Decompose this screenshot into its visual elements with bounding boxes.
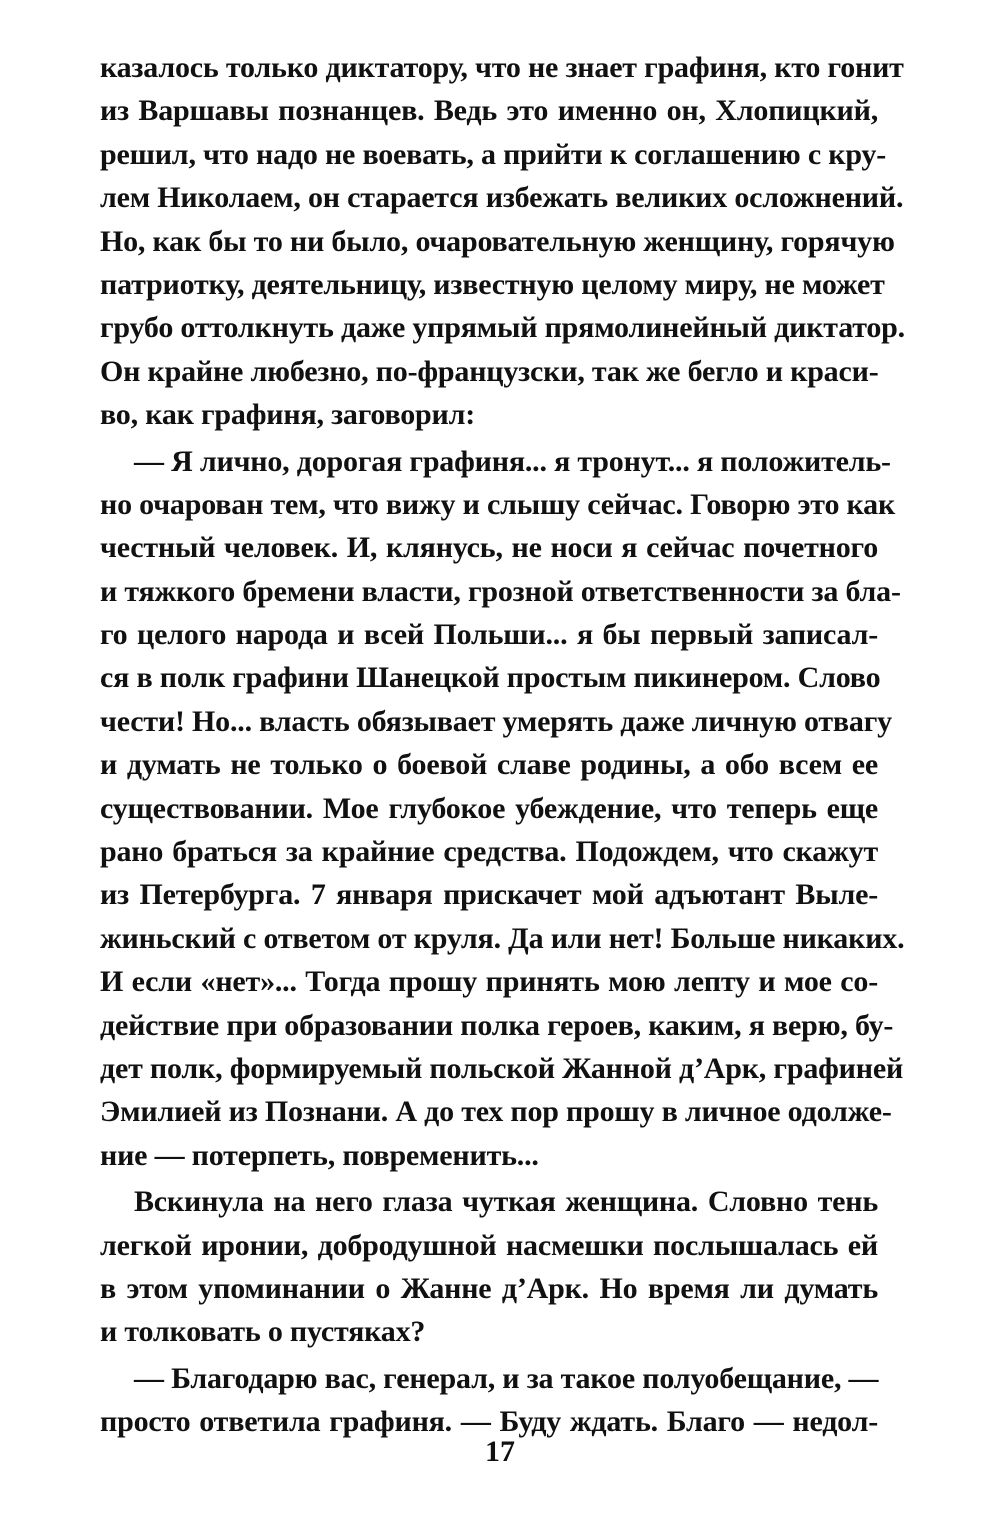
text-line: и тяжкого бремени власти, грозной ответственности за бла- xyxy=(100,574,901,608)
text-line: — Я лично, дорогая графиня... я тронут... я положитель- xyxy=(134,444,891,478)
text-line: из Петербурга. 7 января прискачет мой адъютант Выле- xyxy=(100,878,878,912)
paragraph xyxy=(100,440,905,1178)
text-line: во, как графиня, заговорил: xyxy=(100,398,476,432)
text-line: дет полк, формируемый польской Жанной д’Арк, графиней xyxy=(100,1051,904,1085)
paragraph xyxy=(100,46,905,437)
text-line: лем Николаем, он старается избежать великих осложнений. xyxy=(100,181,904,215)
text-line: действие при образовании полка героев, каким, я верю, бу- xyxy=(100,1008,894,1042)
text-line: Эмилией из Познани. А до тех пор прошу в личное одолже- xyxy=(100,1095,892,1129)
paragraph xyxy=(100,1357,878,1444)
text-line: просто ответила графиня. — Буду ждать. Благо — недол- xyxy=(100,1405,878,1439)
paragraph xyxy=(100,1180,878,1354)
text-line: жиньский с ответом от круля. Да или нет! Больше никаких. xyxy=(100,921,905,955)
text-line: казалось только диктатору, что не знает графиня, кто гонит xyxy=(100,51,904,84)
text-line: патриотку, деятельницу, известную целому миру, не может xyxy=(100,267,885,301)
text-line: — Благодарю вас, генерал, и за такое полуобещание, — xyxy=(134,1361,879,1395)
text-line: ся в полк графини Шанецкой простым пикинером. Слово xyxy=(100,661,881,695)
text-line: честный человек. И, клянусь, не носи я сейчас почетного xyxy=(100,531,878,565)
text-line: Вскинула на него глаза чуткая женщина. Словно тень xyxy=(134,1185,878,1219)
text-line: грубо оттолкнуть даже упрямый прямолинейный диктатор. xyxy=(100,311,905,345)
text-line: из Варшавы познанцев. Ведь это именно он, Хлопицкий, xyxy=(100,94,878,128)
text-line: Он крайне любезно, по-французски, так же бегло и краси- xyxy=(100,354,879,388)
text-line: легкой иронии, добродушной насмешки послышалась ей xyxy=(100,1228,878,1262)
text-line: Но, как бы то ни было, очаровательную женщину, горячую xyxy=(100,224,895,258)
body-text xyxy=(100,46,905,1444)
text-line: го целого народа и всей Польши... я бы первый записал- xyxy=(100,618,878,652)
text-line: и думать не только о боевой славе родины, а обо всем ее xyxy=(100,748,878,782)
text-line: И если «нет»... Тогда прошу принять мою лепту и мое со- xyxy=(100,965,878,999)
text-line: чести! Но... власть обязывает умерять даже личную отвагу xyxy=(100,704,892,738)
text-line: решил, что надо не воевать, а прийти к соглашению с кру- xyxy=(100,137,887,171)
text-line: ние — потерпеть, повременить... xyxy=(100,1138,539,1172)
page-number: 17 xyxy=(485,1435,515,1468)
text-line: но очарован тем, что вижу и слышу сейчас. Говорю это как xyxy=(100,487,896,521)
text-line: существовании. Мое глубокое убеждение, что теперь еще xyxy=(100,791,878,825)
text-line: в этом упоминании о Жанне д’Арк. Но время ли думать xyxy=(100,1271,878,1305)
text-line: рано браться за крайние средства. Подождем, что скажут xyxy=(100,835,878,869)
text-line: и толковать о пустяках? xyxy=(100,1315,426,1349)
